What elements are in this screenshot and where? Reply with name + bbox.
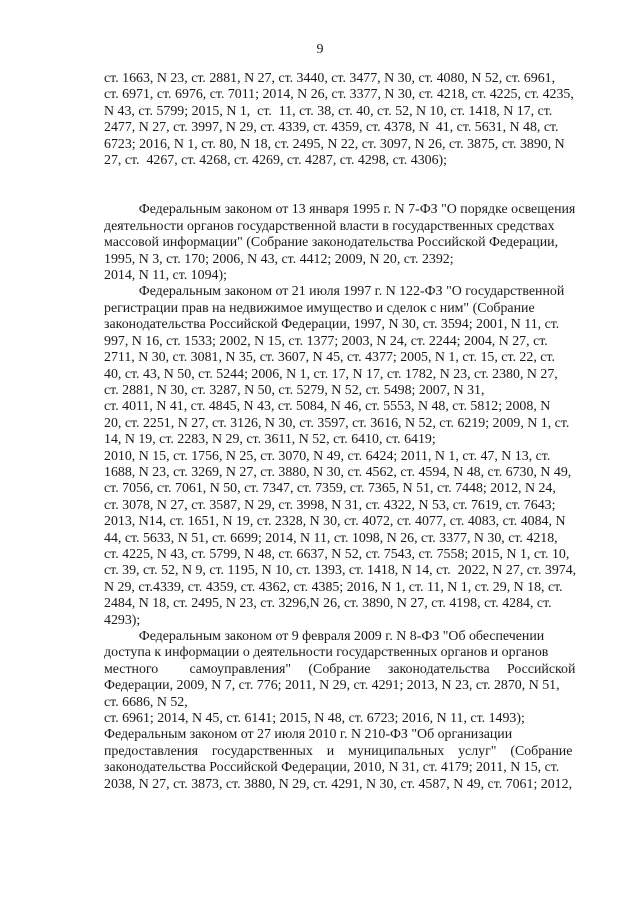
text-line: 2013, N14, ст. 1651, N 19, ст. 2328, N 30, ст. 4072, ст. 4077, ст. 4083, ст. 4084, N <box>104 514 566 530</box>
text-line: Федеральным законом от 13 января 1995 г. N 7-ФЗ "О порядке освещения <box>104 202 576 218</box>
text-line: массовой информации" (Собрание законодательства Российской Федерации, <box>104 235 559 251</box>
text-line: законодательства Российской Федерации, 2010, N 31, ст. 4179; 2011, N 15, ст. <box>104 760 560 776</box>
text-line: ст. 2881, N 30, ст. 3287, N 50, ст. 5279, N 52, ст. 5498; 2007, N 31, <box>104 382 485 398</box>
text-line: Федеральным законом от 9 февраля 2009 г. N 8-ФЗ "Об обеспечении <box>104 629 545 644</box>
text-line: 20, ст. 2251, N 27, ст. 3126, N 30, ст. 3597, ст. 3616, N 52, ст. 6219; 2009, N 1, ст. <box>104 415 570 431</box>
text-line: 1688, N 23, ст. 3269, N 27, ст. 3880, N 30, ст. 4562, ст. 4594, N 48, ст. 6730, N 49, <box>104 464 572 480</box>
page-number: 9 <box>316 42 324 57</box>
text-line: 1995, N 3, ст. 170; 2006, N 43, ст. 4412; 2009, N 20, ст. 2392; <box>104 251 454 267</box>
text-line: 2014, N 11, ст. 1094); <box>104 268 227 284</box>
text-line: деятельности органов государственной власти в государственных средствах <box>104 218 555 234</box>
paragraph-law-210fz <box>104 727 618 793</box>
text-line: предоставления государственных и муниципальных услуг" (Собрание <box>104 743 573 759</box>
paragraph-law-8fz <box>104 629 618 727</box>
text-line: ст. 6686, N 52, <box>104 694 188 710</box>
text-line: 2010, N 15, ст. 1756, N 25, ст. 3070, N 49, ст. 6424; 2011, N 1, ст. 47, N 13, ст. <box>104 448 551 464</box>
text-line: 2477, N 27, ст. 3997, N 29, ст. 4339, ст. 4359, ст. 4378, N 41, ст. 5631, N 48, ст. <box>104 120 559 136</box>
text-line: ст. 7056, ст. 7061, N 50, ст. 7347, ст. 7359, ст. 7365, N 51, ст. 7448; 2012, N 24, <box>104 481 556 497</box>
text-line: Федеральным законом от 21 июля 1997 г. N 122-ФЗ "О государственной <box>104 284 565 300</box>
text-line: 27, ст. 4267, ст. 4268, ст. 4269, ст. 4287, ст. 4298, ст. 4306); <box>104 153 448 169</box>
text-line: 997, N 16, ст. 1533; 2002, N 15, ст. 1377; 2003, N 24, ст. 2244; 2004, N 27, ст. <box>104 333 548 349</box>
paragraph-gap <box>104 169 618 202</box>
text-line: 2038, N 27, ст. 3873, ст. 3880, N 29, ст. 4291, N 30, ст. 4587, N 49, ст. 7061; 2012, <box>104 776 573 792</box>
text-line: законодательства Российской Федерации, 1997, N 30, ст. 3594; 2001, N 11, ст. <box>104 317 560 333</box>
text-line: местного самоуправления" (Собрание законодательства Российской <box>104 661 576 677</box>
text-line: 14, N 19, ст. 2283, N 29, ст. 3611, N 52, ст. 6410, ст. 6419; <box>104 432 436 448</box>
text-line: доступа к информации о деятельности государственных органов и органов <box>104 645 549 661</box>
text-line: ст. 1663, N 23, ст. 2881, N 27, ст. 3440, ст. 3477, N 30, ст. 4080, N 52, ст. 6961, <box>104 71 556 86</box>
text-line: 44, ст. 5633, N 51, ст. 6699; 2014, N 11, ст. 1098, N 26, ст. 3377, N 30, ст. 4218, <box>104 530 558 546</box>
text-line: 4293); <box>104 612 141 628</box>
text-line: 40, ст. 43, N 50, ст. 5244; 2006, N 1, ст. 17, N 17, ст. 1782, N 23, ст. 2380, N 27, <box>104 366 558 382</box>
document-body <box>104 71 618 793</box>
text-line: Федеральным законом от 27 июля 2010 г. N 210-ФЗ "Об организации <box>104 727 513 743</box>
text-line: ст. 6961; 2014, N 45, ст. 6141; 2015, N 48, ст. 6723; 2016, N 11, ст. 1493); <box>104 711 525 727</box>
text-line: ст. 39, ст. 52, N 9, ст. 1195, N 10, ст. 1393, ст. 1418, N 14, ст. 2022, N 27, ст. 3974, <box>104 563 577 579</box>
text-line: ст. 4225, N 43, ст. 5799, N 48, ст. 6637, N 52, ст. 7543, ст. 7558; 2015, N 1, ст. 10, <box>104 546 570 562</box>
text-line: 2484, N 18, ст. 2495, N 23, ст. 3296,N 26, ст. 3890, N 27, ст. 4198, ст. 4284, ст. <box>104 596 552 612</box>
text-line: регистрации прав на недвижимое имущество и сделок с ним" (Собрание <box>104 300 535 316</box>
text-line: N 29, ст.4339, ст. 4359, ст. 4362, ст. 4385; 2016, N 1, ст. 11, N 1, ст. 29, N 18, ст. <box>104 579 563 595</box>
paragraph-law-7fz <box>104 202 618 284</box>
text-line: ст. 4011, N 41, ст. 4845, N 43, ст. 5084, N 46, ст. 5553, N 48, ст. 5812; 2008, N <box>104 399 551 415</box>
text-line: ст. 6971, ст. 6976, ст. 7011; 2014, N 26, ст. 3377, N 30, ст. 4218, ст. 4225, ст. 4235, <box>104 87 574 103</box>
text-line: N 43, ст. 5799; 2015, N 1, ст. 11, ст. 38, ст. 40, ст. 52, N 10, ст. 1418, N 17, ст. <box>104 103 553 119</box>
text-line: 6723; 2016, N 1, ст. 80, N 18, ст. 2495, N 22, ст. 3097, N 26, ст. 3875, ст. 3890, N <box>104 136 565 152</box>
text-line: 2711, N 30, ст. 3081, N 35, ст. 3607, N 45, ст. 4377; 2005, N 1, ст. 15, ст. 22, ст. <box>104 350 555 366</box>
paragraph-citations-continued <box>104 71 618 169</box>
paragraph-law-122fz <box>104 284 618 629</box>
text-line: Федерации, 2009, N 7, ст. 776; 2011, N 29, ст. 4291; 2013, N 23, ст. 2870, N 51, <box>104 678 560 694</box>
text-line: ст. 3078, N 27, ст. 3587, N 29, ст. 3998, N 31, ст. 4322, N 53, ст. 7619, ст. 7643; <box>104 497 556 513</box>
